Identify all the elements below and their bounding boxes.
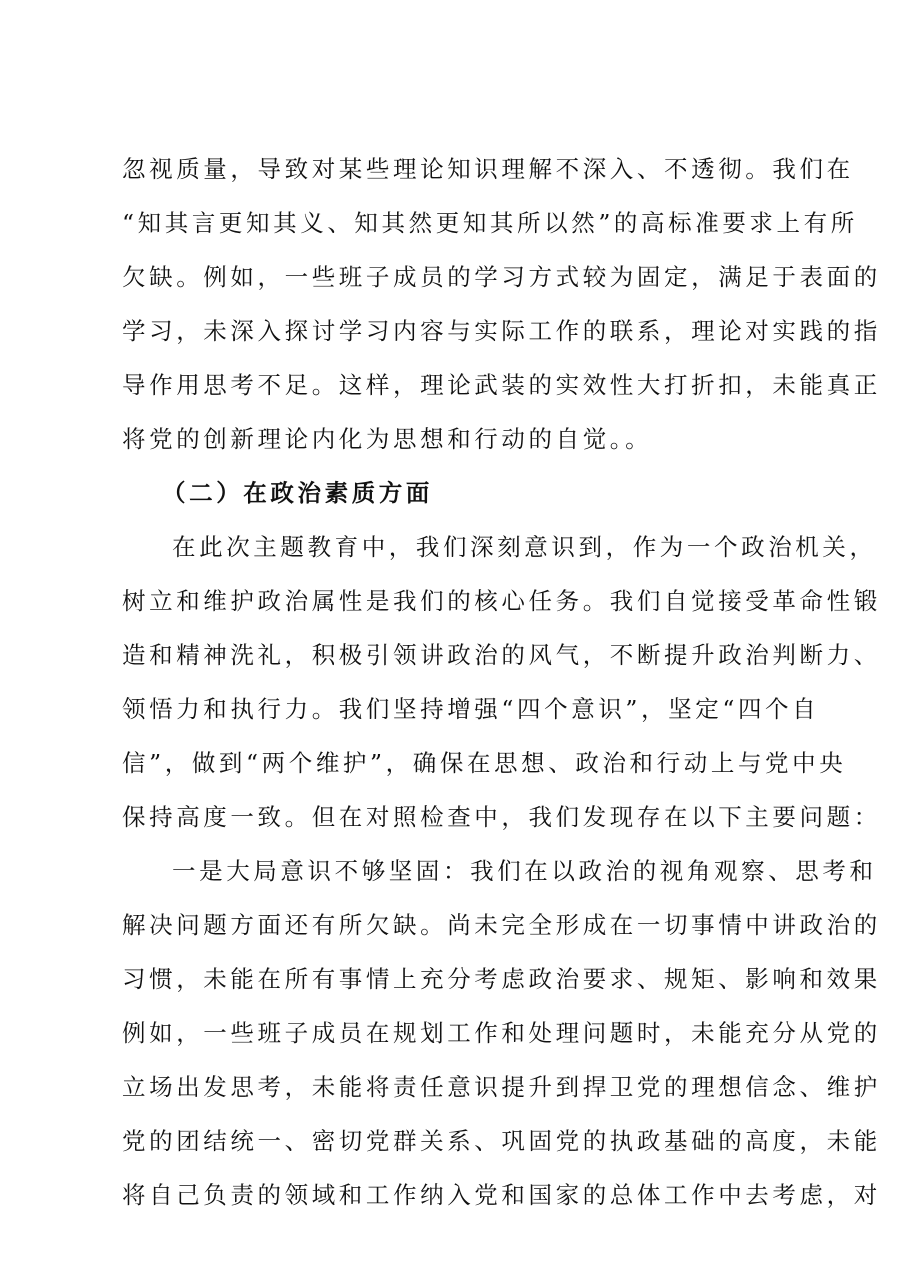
text-line: 将党的创新理论内化为思想和行动的自觉。。 xyxy=(122,425,653,453)
text-line: 领悟力和执行力。我们坚持增强“四个意识”，坚定“四个自 xyxy=(122,695,820,723)
text-line: 习惯，未能在所有事情上充分考虑政治要求、规矩、影响和效果 xyxy=(122,965,881,993)
text-line: 例如，一些班子成员在规划工作和处理问题时，未能充分从党的 xyxy=(122,1019,881,1047)
paragraph-first-line: 一是大局意识不够坚固：我们在以政治的视角观察、思考和 xyxy=(172,857,877,885)
section-heading: （二）在政治素质方面 xyxy=(162,479,433,507)
paragraph-first-line: 在此次主题教育中，我们深刻意识到，作为一个政治机关， xyxy=(172,533,877,561)
text-line: 造和精神洗礼，积极引领讲政治的风气，不断提升政治判断力、 xyxy=(122,641,881,669)
text-line: 树立和维护政治属性是我们的核心任务。我们自觉接受革命性锻 xyxy=(122,587,881,615)
text-line: 立场出发思考，未能将责任意识提升到捍卫党的理想信念、维护 xyxy=(122,1073,881,1101)
text-line: 党的团结统一、密切党群关系、巩固党的执政基础的高度，未能 xyxy=(122,1127,881,1155)
document-body xyxy=(122,142,881,1222)
text-line: 保持高度一致。但在对照检查中，我们发现存在以下主要问题： xyxy=(122,803,881,831)
text-line: 解决问题方面还有所欠缺。尚未完全形成在一切事情中讲政治的 xyxy=(122,911,881,939)
text-line: 学习，未深入探讨学习内容与实际工作的联系，理论对实践的指 xyxy=(122,317,881,345)
text-line: 将自己负责的领域和工作纳入党和国家的总体工作中去考虑，对 xyxy=(122,1181,881,1209)
text-line: 忽视质量，导致对某些理论知识理解不深入、不透彻。我们在 xyxy=(122,155,854,183)
text-line: 信”，做到“两个维护”，确保在思想、政治和行动上与党中央 xyxy=(122,749,847,777)
text-line: 欠缺。例如，一些班子成员的学习方式较为固定，满足于表面的 xyxy=(122,263,881,291)
text-line: 导作用思考不足。这样，理论武装的实效性大打折扣，未能真正 xyxy=(122,371,881,399)
text-line: “知其言更知其义、知其然更知其所以然”的高标准要求上有所 xyxy=(122,209,858,237)
